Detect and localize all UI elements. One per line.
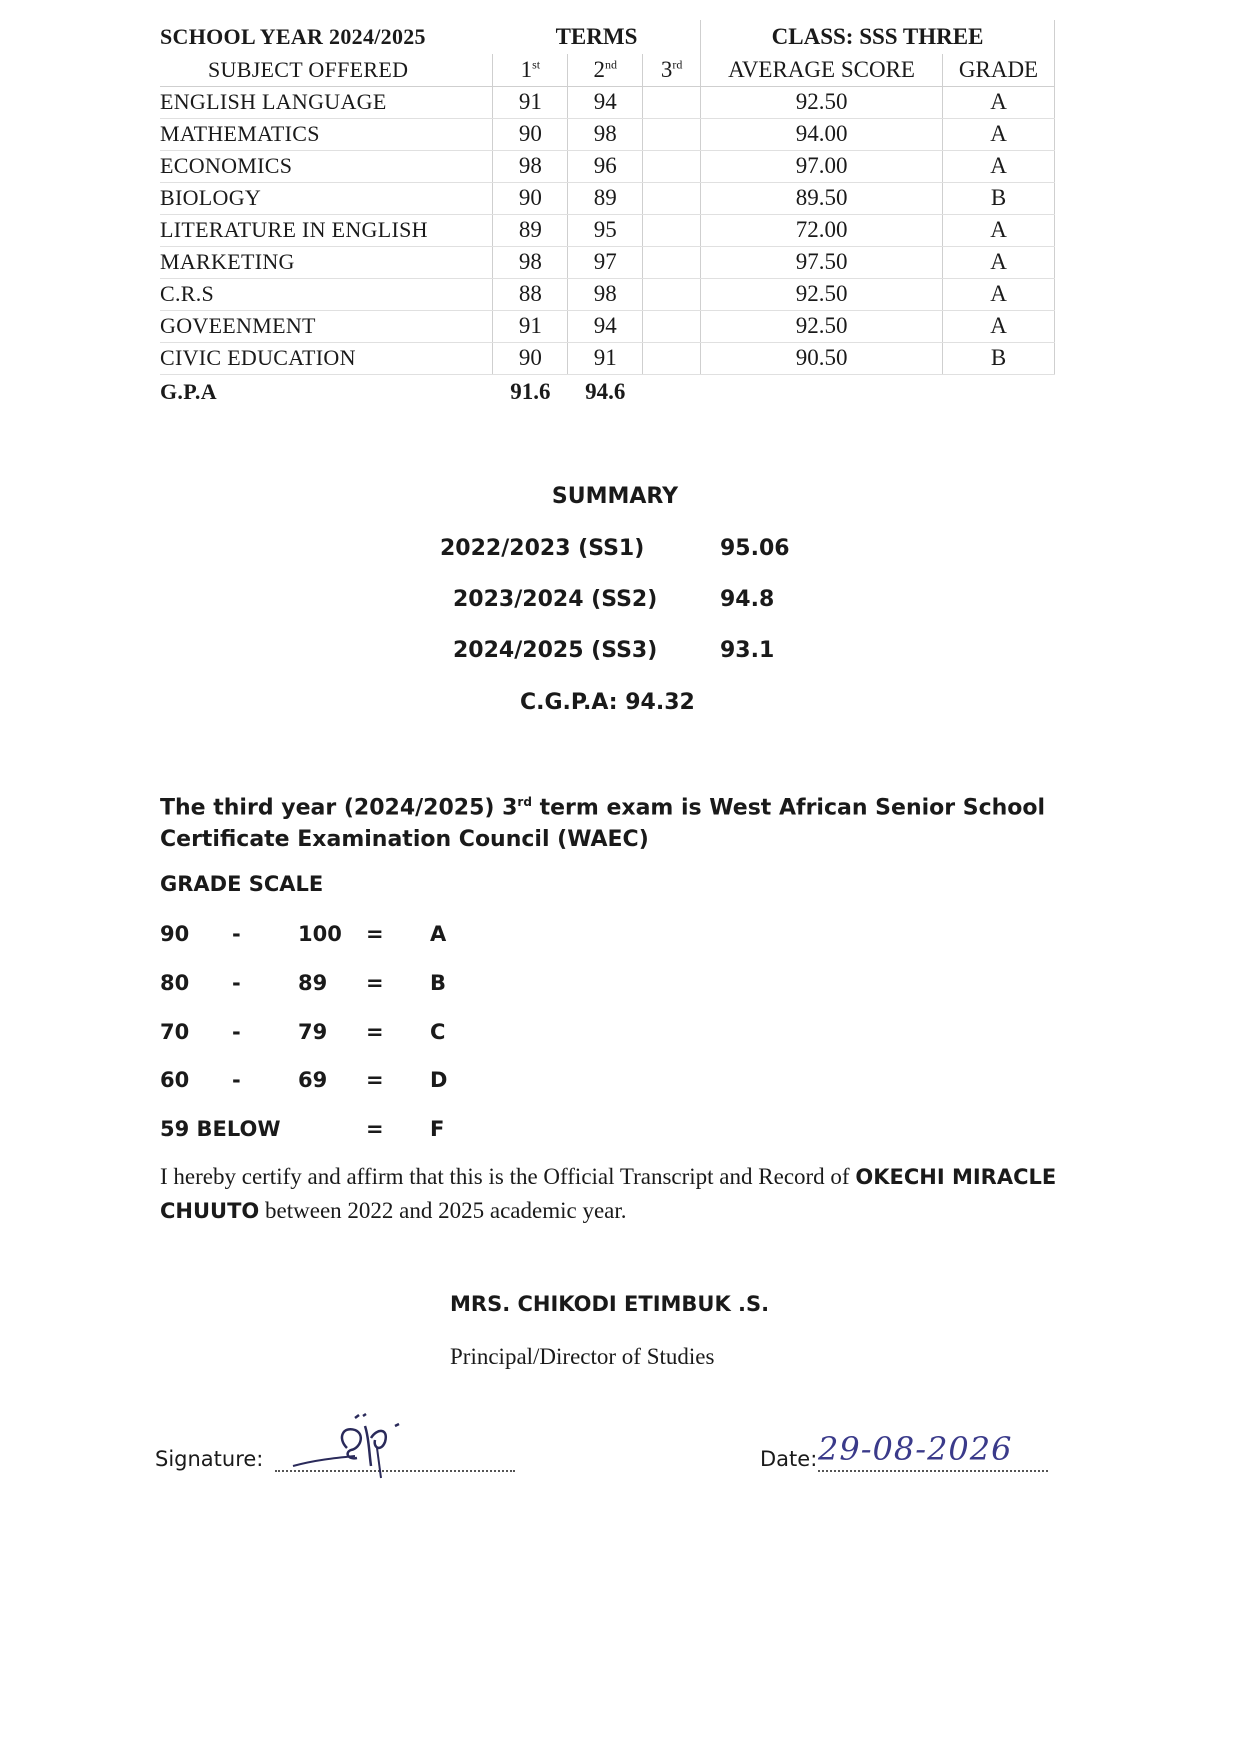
table-row <box>160 246 1055 278</box>
gpa-term-1: 91.6 <box>510 379 551 405</box>
term-3-score <box>643 150 701 182</box>
term-1-score: 91 <box>493 310 568 342</box>
gpa-term-2: 94.6 <box>585 379 626 405</box>
col-term-3-num: 3 <box>660 56 673 82</box>
term-2-score: 94 <box>568 86 643 118</box>
gpa-row <box>160 374 1055 410</box>
table-row <box>160 118 1055 150</box>
term-3-score <box>643 310 701 342</box>
col-subject: SUBJECT OFFERED <box>160 54 493 86</box>
term-1-score: 98 <box>493 150 568 182</box>
term-3-score <box>643 214 701 246</box>
table-row <box>160 342 1055 374</box>
term-1-score: 90 <box>493 342 568 374</box>
date-label: Date: <box>760 1447 818 1471</box>
average-score: 97.00 <box>701 150 943 182</box>
scale-dash: - <box>232 922 241 946</box>
summary-score-1: 95.06 <box>720 536 790 561</box>
scale-grade: A <box>430 922 447 946</box>
summary-year-3: 2024/2025 (SS3) <box>453 638 658 663</box>
term-3-score <box>643 342 701 374</box>
principal-title: Principal/Director of Studies <box>450 1344 715 1369</box>
grade-value: A <box>943 246 1055 278</box>
date-line <box>818 1470 1048 1472</box>
average-score: 92.50 <box>701 310 943 342</box>
table-row <box>160 150 1055 182</box>
subject-name: CIVIC EDUCATION <box>160 342 493 374</box>
grade-value: A <box>943 310 1055 342</box>
term-2-score: 98 <box>568 278 643 310</box>
grade-scale-row <box>160 922 480 952</box>
cgpa-value: C.G.P.A: 94.32 <box>520 690 695 715</box>
term-3-score <box>643 246 701 278</box>
table-header-row <box>160 20 1055 54</box>
class-label: CLASS: SSS THREE <box>701 20 1055 54</box>
column-header-row <box>160 54 1055 86</box>
scale-equals: = <box>366 1068 384 1092</box>
note-text-after: term exam is West African Senior School Certificate Examination Council (WAEC) <box>160 795 1046 853</box>
signature-label: Signature: <box>155 1447 264 1471</box>
term-1-score: 88 <box>493 278 568 310</box>
grade-value: A <box>943 86 1055 118</box>
table-row <box>160 86 1055 118</box>
scale-grade: B <box>430 971 447 995</box>
waec-note <box>160 786 1090 856</box>
term-2-score: 91 <box>568 342 643 374</box>
col-term-3-sup: rd <box>672 57 683 72</box>
table-row <box>160 214 1055 246</box>
note-text-before: The third year (2024/2025) 3 <box>160 795 518 821</box>
col-term-3 <box>643 54 701 86</box>
scale-to: 79 <box>298 1020 328 1044</box>
handwritten-signature <box>285 1408 435 1488</box>
cert-text-before: I hereby certify and affirm that this is the Official Transcript and Record of <box>160 1164 856 1189</box>
subject-name: ENGLISH LANGUAGE <box>160 86 493 118</box>
scale-grade: F <box>430 1117 445 1141</box>
col-average: AVERAGE SCORE <box>701 54 943 86</box>
average-score: 92.50 <box>701 278 943 310</box>
grade-value: B <box>943 182 1055 214</box>
average-score: 89.50 <box>701 182 943 214</box>
term-1-score: 91 <box>493 86 568 118</box>
term-2-score: 95 <box>568 214 643 246</box>
term-3-score <box>643 182 701 214</box>
scale-from: 70 <box>160 1020 190 1044</box>
average-score: 92.50 <box>701 86 943 118</box>
result-rows <box>160 86 1055 374</box>
grade-value: A <box>943 150 1055 182</box>
summary-score-2: 94.8 <box>720 587 775 612</box>
scale-dash: - <box>232 971 241 995</box>
school-year: SCHOOL YEAR 2024/2025 <box>160 24 426 49</box>
scale-dash: - <box>232 1068 241 1092</box>
average-score: 94.00 <box>701 118 943 150</box>
term-1-score: 90 <box>493 182 568 214</box>
grade-value: A <box>943 118 1055 150</box>
subject-name: GOVEENMENT <box>160 310 493 342</box>
grade-value: B <box>943 342 1055 374</box>
subject-name: C.R.S <box>160 278 493 310</box>
gpa-grade <box>943 374 1055 410</box>
subject-name: BIOLOGY <box>160 182 493 214</box>
grade-scale-row <box>160 1117 480 1147</box>
col-term-1-sup: st <box>532 57 541 72</box>
scale-equals: = <box>366 1117 384 1141</box>
scale-to: 100 <box>298 922 342 946</box>
student-name: OKECHI MIRACLE CHUUTO <box>160 1165 1057 1223</box>
scale-equals: = <box>366 971 384 995</box>
subject-name: LITERATURE IN ENGLISH <box>160 214 493 246</box>
certification-statement <box>160 1160 1080 1228</box>
term-3-score <box>643 86 701 118</box>
grade-scale-row <box>160 1068 480 1098</box>
col-term-1 <box>493 54 568 86</box>
summary-year-1: 2022/2023 (SS1) <box>440 536 645 561</box>
cert-text-after: between 2022 and 2025 academic year. <box>259 1198 627 1223</box>
table-row <box>160 310 1055 342</box>
col-term-2-num: 2 <box>593 56 605 82</box>
scale-to: 69 <box>298 1068 328 1092</box>
term-2-score: 94 <box>568 310 643 342</box>
subject-name: MATHEMATICS <box>160 118 493 150</box>
average-score: 72.00 <box>701 214 943 246</box>
col-term-2 <box>568 54 643 86</box>
average-score: 90.50 <box>701 342 943 374</box>
gpa-label: G.P.A <box>160 379 217 405</box>
scale-dash: - <box>232 1020 241 1044</box>
subject-name: ECONOMICS <box>160 150 493 182</box>
term-1-score: 90 <box>493 118 568 150</box>
term-2-score: 97 <box>568 246 643 278</box>
note-sup: rd <box>517 795 532 809</box>
table-row <box>160 182 1055 214</box>
principal-name: MRS. CHIKODI ETIMBUK .S. <box>450 1292 770 1316</box>
term-3-score <box>643 118 701 150</box>
grade-value: A <box>943 214 1055 246</box>
average-score: 97.50 <box>701 246 943 278</box>
results-table <box>160 20 1055 410</box>
term-1-score: 89 <box>493 214 568 246</box>
term-2-score: 96 <box>568 150 643 182</box>
table-row <box>160 278 1055 310</box>
col-grade: GRADE <box>943 54 1055 86</box>
scale-from: 90 <box>160 922 190 946</box>
col-term-1-num: 1 <box>520 56 533 82</box>
subject-name: MARKETING <box>160 246 493 278</box>
handwritten-date: 29-08-2026 <box>818 1430 1013 1468</box>
gpa-term-3 <box>643 374 701 410</box>
col-term-2-sup: nd <box>604 57 617 72</box>
scale-equals: = <box>366 1020 384 1044</box>
scale-from: 59 BELOW <box>160 1117 281 1141</box>
scale-grade: D <box>430 1068 448 1092</box>
terms-label: TERMS <box>555 24 638 49</box>
grade-scale-row <box>160 971 480 1001</box>
summary-year-2: 2023/2024 (SS2) <box>453 587 658 612</box>
grade-value: A <box>943 278 1055 310</box>
term-1-score: 98 <box>493 246 568 278</box>
scale-grade: C <box>430 1020 446 1044</box>
scale-to: 89 <box>298 971 328 995</box>
term-2-score: 89 <box>568 182 643 214</box>
scale-from: 60 <box>160 1068 190 1092</box>
term-2-score: 98 <box>568 118 643 150</box>
scale-equals: = <box>366 922 384 946</box>
scale-from: 80 <box>160 971 190 995</box>
gpa-average <box>701 374 943 410</box>
summary-score-3: 93.1 <box>720 638 775 663</box>
summary-title: SUMMARY <box>551 484 679 509</box>
term-3-score <box>643 278 701 310</box>
grade-scale-row <box>160 1020 480 1050</box>
grade-scale-title: GRADE SCALE <box>160 872 324 896</box>
